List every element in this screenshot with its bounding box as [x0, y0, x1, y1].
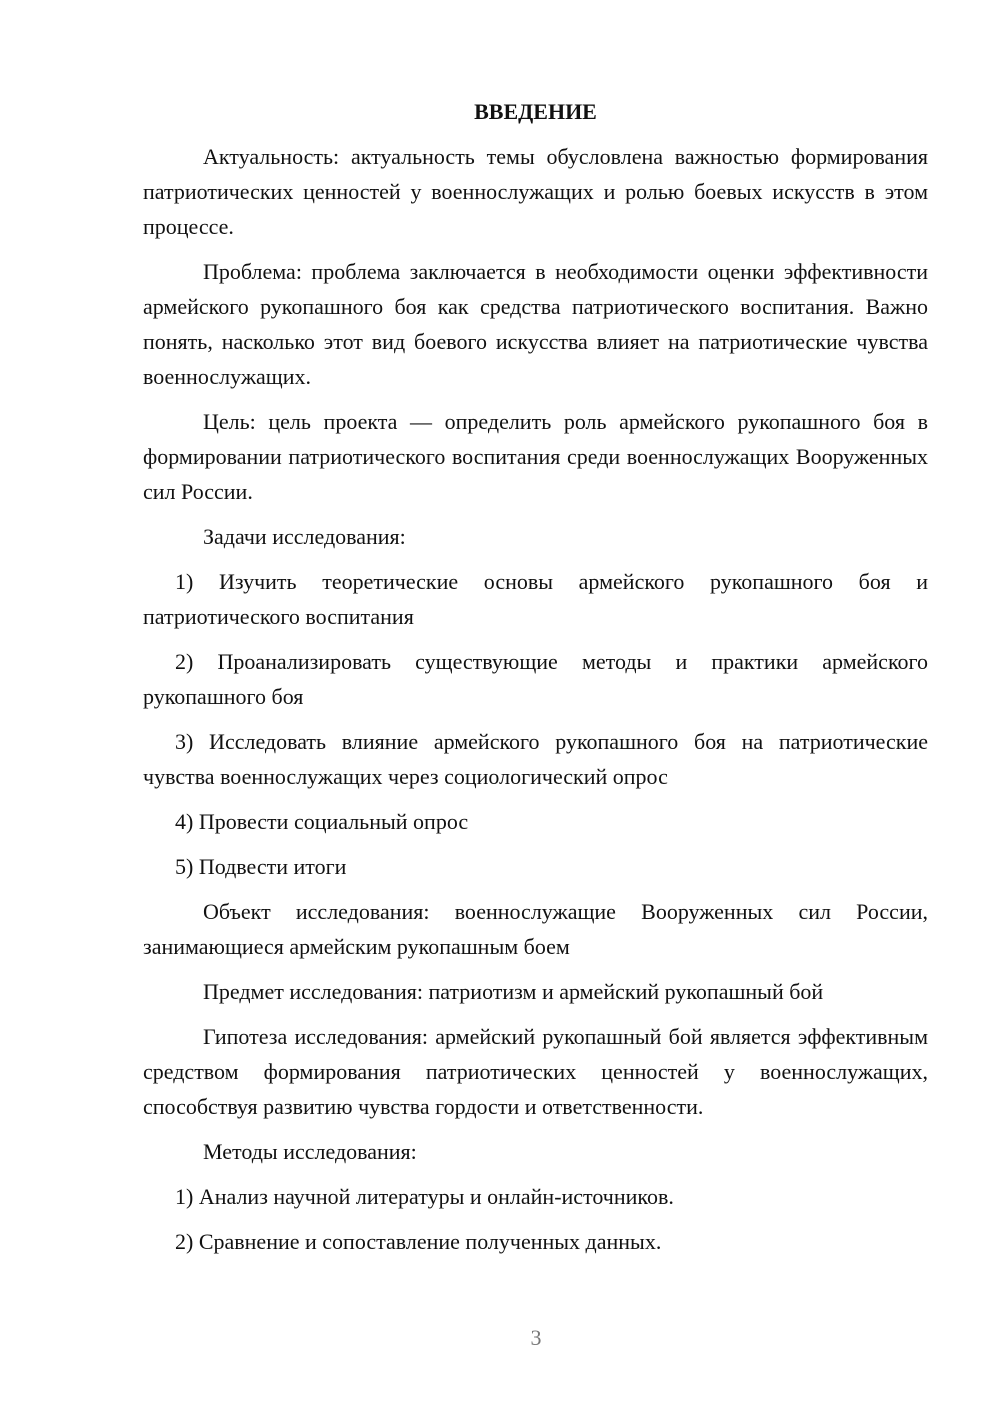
subject-paragraph: Предмет исследования: патриотизм и армейский рукопашный бой	[203, 979, 824, 1004]
object-paragraph: Объект исследования: военнослужащие Вооруженных сил России, занимающиеся армейским рукопашным боем	[143, 899, 928, 959]
method-item-1: 1) Анализ научной литературы и онлайн-источников.	[175, 1184, 674, 1209]
hypothesis-paragraph: Гипотеза исследования: армейский рукопашный бой является эффективным средством формирования патриотических ценностей у военнослужащих, способствуя развитию чувства гордости и ответственности.	[143, 1024, 928, 1119]
goal-paragraph: Цель: цель проекта — определить роль армейского рукопашного боя в формировании патриотического воспитания среди военнослужащих Вооруженных сил России.	[143, 409, 928, 504]
relevance-paragraph: Актуальность: актуальность темы обусловлена важностью формирования патриотических ценностей у военнослужащих и ролью боевых искусств в этом процессе.	[143, 144, 928, 239]
task-item-1: 1) Изучить теоретические основы армейского рукопашного боя и патриотического воспитания	[143, 569, 928, 629]
problem-paragraph: Проблема: проблема заключается в необходимости оценки эффективности армейского рукопашного боя как средства патриотического воспитания. Важно понять, насколько этот вид боевого искусства влияет на патриотические чувства военнослужащих.	[143, 259, 928, 389]
tasks-heading: Задачи исследования:	[203, 524, 406, 549]
task-item-5: 5) Подвести итоги	[175, 854, 347, 879]
task-item-3: 3) Исследовать влияние армейского рукопашного боя на патриотические чувства военнослужащих через социологический опрос	[143, 729, 928, 789]
task-item-4: 4) Провести социальный опрос	[175, 809, 469, 834]
section-title: ВВЕДЕНИЕ	[474, 99, 597, 124]
methods-heading: Методы исследования:	[203, 1139, 417, 1164]
document-page	[143, 94, 928, 1269]
method-item-2: 2) Сравнение и сопоставление полученных данных.	[175, 1229, 662, 1254]
page-number: 3	[530, 1325, 542, 1350]
task-item-2: 2) Проанализировать существующие методы и практики армейского рукопашного боя	[143, 649, 928, 709]
